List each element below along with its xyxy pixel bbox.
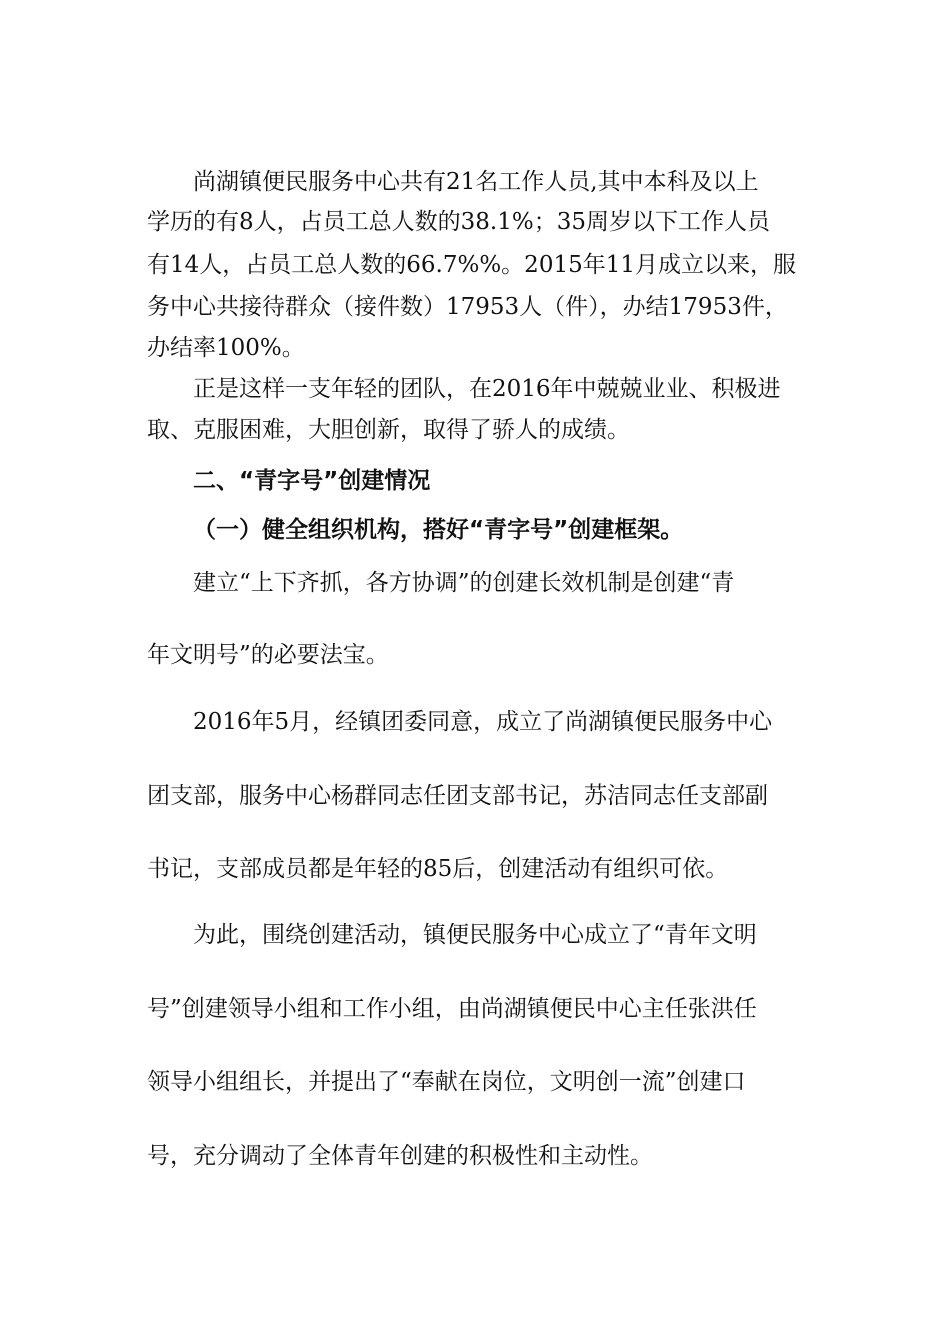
paragraph-line: 取、克服困难，大胆创新，取得了骄人的成绩。 xyxy=(147,417,630,443)
paragraph-line: 团支部，服务中心杨群同志任团支部书记，苏洁同志任支部副 xyxy=(147,783,768,809)
paragraph-line: 尚湖镇便民服务中心共有21名工作人员,其中本科及以上 xyxy=(193,169,759,195)
paragraph-line: 办结率100%。 xyxy=(147,335,305,361)
paragraph-line: 号”创建领导小组和工作小组，由尚湖镇便民中心主任张洪任 xyxy=(147,996,757,1022)
paragraph-line: 书记，支部成员都是年轻的85后，创建活动有组织可依。 xyxy=(147,856,729,882)
paragraph-line: 年文明号”的必要法宝。 xyxy=(147,642,389,668)
paragraph-line: 有14人，占员工总人数的66.7%%。2015年11月成立以来，服 xyxy=(147,252,796,278)
paragraph-line: 号，充分调动了全体青年创建的积极性和主动性。 xyxy=(147,1143,653,1169)
subsection-heading: （一）健全组织机构，搭好“青字号”创建框架。 xyxy=(193,517,684,543)
paragraph-line: 2016年5月，经镇团委同意，成立了尚湖镇便民服务中心 xyxy=(193,709,773,735)
paragraph-line: 为此，围绕创建活动，镇便民服务中心成立了“青年文明 xyxy=(193,922,757,948)
paragraph-line: 务中心共接待群众（接件数）17953人（件），办结17953件， xyxy=(147,294,788,320)
paragraph-line: 正是这样一支年轻的团队，在2016年中兢兢业业、积极进 xyxy=(193,376,781,402)
paragraph-line: 领导小组组长，并提出了“奉献在岗位，文明创一流”创建口 xyxy=(147,1069,746,1095)
paragraph-line: 学历的有8人，占员工总人数的38.1%；35周岁以下工作人员 xyxy=(147,209,770,235)
section-heading: 二、“青字号”创建情况 xyxy=(193,468,431,494)
paragraph-line: 建立“上下齐抓，各方协调”的创建长效机制是创建“青 xyxy=(193,570,735,596)
